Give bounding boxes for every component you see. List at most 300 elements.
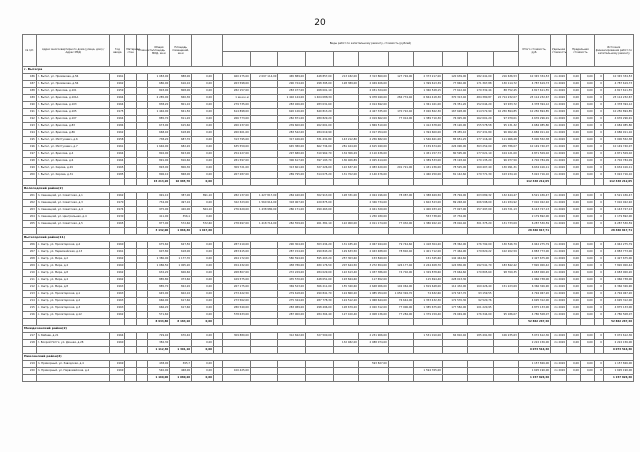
- table-cell: 199: [23, 165, 37, 172]
- table-cell: 1930: [110, 214, 125, 221]
- table-cell: [305, 368, 333, 375]
- table-cell: 96 002,46: [493, 130, 518, 137]
- total-cell: [136, 228, 148, 235]
- table-cell: 888,00: [170, 74, 192, 81]
- table-cell: 617,60: [170, 305, 192, 312]
- table-cell: 840,30: [170, 95, 192, 102]
- table-cell: 4 780 508,07: [603, 312, 633, 319]
- table-cell: 4 871 509,02: [603, 151, 633, 158]
- table-cell: 1964: [110, 151, 125, 158]
- table-cell: 841,50: [170, 109, 192, 116]
- table-cell: по 2020: [551, 221, 567, 228]
- table-cell: 1969: [110, 361, 125, 368]
- table-cell: [213, 95, 222, 102]
- total-cell: 8 944,80: [148, 319, 170, 326]
- total-cell: [333, 179, 358, 186]
- table-cell: 4 683 000,20: [603, 270, 633, 277]
- total-cell: [136, 347, 148, 354]
- table-cell: 666,20: [148, 305, 170, 312]
- total-cell: [551, 179, 567, 186]
- table-cell: по 2020: [551, 242, 567, 249]
- table-cell: 77 906,00: [388, 305, 413, 312]
- total-cell: [36, 228, 110, 235]
- table-cell: 1 418 304,20: [414, 242, 443, 249]
- table-row: [23, 270, 634, 277]
- total-cell: 1 157 826,40: [518, 375, 550, 382]
- table-cell: 1 431 236,00: [414, 165, 443, 172]
- table-cell: 170 332,44: [468, 88, 493, 95]
- table-cell: 1 086,50: [148, 263, 170, 270]
- total-cell: 28 460 817,71: [603, 228, 633, 235]
- table-cell: [213, 158, 222, 165]
- total-cell: [594, 319, 603, 326]
- total-cell: [594, 179, 603, 186]
- total-cell: [125, 347, 137, 354]
- table-cell: 0,00: [192, 361, 214, 368]
- table-cell: 96 077,50: [493, 158, 518, 165]
- table-cell: 78 087,00: [388, 193, 413, 200]
- table-cell: [125, 312, 137, 319]
- table-cell: 1 968 644,00: [358, 298, 388, 305]
- table-cell: 1 560 914,00: [250, 200, 278, 207]
- table-cell: 78 802,40: [388, 249, 413, 256]
- table-cell: 0,00: [567, 207, 581, 214]
- table-cell: 823,00: [170, 151, 192, 158]
- total-cell: [567, 228, 581, 235]
- table-cell: [468, 361, 493, 368]
- table-cell: 1 005,20: [170, 263, 192, 270]
- table-cell: [213, 200, 222, 207]
- table-cell: 0,00: [580, 368, 594, 375]
- table-cell: 287 000,00: [278, 312, 306, 319]
- table-cell: [125, 340, 137, 347]
- table-cell: 1962: [110, 312, 125, 319]
- table-cell: 369 523,00: [278, 284, 306, 291]
- table-cell: 411,00: [148, 214, 170, 221]
- table-cell: 229 875,00: [305, 200, 333, 207]
- total-cell: 0,00: [192, 347, 214, 354]
- table-cell: [250, 312, 278, 319]
- table-cell: по 2020: [551, 130, 567, 137]
- table-cell: [136, 158, 148, 165]
- table-cell: 0,00: [580, 200, 594, 207]
- table-cell: 306 617,00: [278, 158, 306, 165]
- section-total-row: [23, 228, 634, 235]
- table-row: [23, 361, 634, 368]
- table-cell: [493, 368, 518, 375]
- table-cell: 297 680,00: [278, 151, 306, 158]
- total-cell: 3 132,00: [148, 228, 170, 235]
- table-cell: [125, 151, 137, 158]
- table-cell: [388, 207, 413, 214]
- table-cell: 460 275,00: [223, 74, 251, 81]
- table-cell: 282 559,00: [278, 221, 306, 228]
- table-cell: 4 676 296,91: [518, 116, 550, 123]
- total-cell: [493, 319, 518, 326]
- table-cell: [278, 368, 306, 375]
- table-cell: 0,00: [580, 291, 594, 298]
- table-body: [23, 67, 634, 382]
- table-cell: [136, 312, 148, 319]
- table-cell: 1 385 675,00: [414, 305, 443, 312]
- total-cell: [333, 319, 358, 326]
- table-cell: 0: [594, 312, 603, 319]
- table-cell: 0,00: [580, 137, 594, 144]
- table-cell: 1 389 710,30: [414, 116, 443, 123]
- table-cell: [213, 144, 222, 151]
- table-cell: [493, 298, 518, 305]
- table-cell: 0,00: [567, 165, 581, 172]
- table-cell: 279 618,00: [278, 291, 306, 298]
- table-cell: 0,00: [580, 305, 594, 312]
- table-cell: 0,00: [192, 102, 214, 109]
- total-cell: [333, 375, 358, 382]
- total-cell: [250, 375, 278, 382]
- table-cell: 152 044,20: [468, 102, 493, 109]
- table-cell: 540,00: [148, 368, 170, 375]
- table-cell: 0: [594, 158, 603, 165]
- table-cell: 301 375,20: [468, 221, 493, 228]
- table-cell: 0,00: [580, 116, 594, 123]
- table-cell: [250, 270, 278, 277]
- table-cell: 78 455,10: [442, 130, 467, 137]
- table-cell: 4 787 619,73: [603, 81, 633, 88]
- table-cell: [213, 305, 222, 312]
- table-cell: [136, 207, 148, 214]
- table-cell: [388, 102, 413, 109]
- table-cell: 260 237,00: [223, 123, 251, 130]
- table-cell: 155 578,58: [468, 123, 493, 130]
- table-cell: [223, 361, 251, 368]
- table-cell: [136, 88, 148, 95]
- table-row: [23, 74, 634, 81]
- table-cell: 272 229,00: [278, 270, 306, 277]
- table-row: [23, 144, 634, 151]
- table-cell: 0,00: [192, 158, 214, 165]
- table-cell: 76 644,00: [388, 298, 413, 305]
- table-cell: 84 810,40: [442, 333, 467, 340]
- table-cell: г. Вытег, ул. Брюсова, д.4: [36, 151, 110, 158]
- table-cell: 465 889,00: [278, 74, 306, 81]
- table-cell: 617,60: [170, 298, 192, 305]
- table-cell: 0,00: [567, 137, 581, 144]
- table-cell: 1 451 157,73: [414, 151, 443, 158]
- table-cell: [136, 256, 148, 263]
- total-cell: [305, 319, 333, 326]
- table-cell: 2 031 324,00: [358, 88, 388, 95]
- table-cell: 76 351,20: [442, 102, 467, 109]
- table-cell: [388, 277, 413, 284]
- total-cell: [388, 347, 413, 354]
- table-cell: [125, 249, 137, 256]
- total-cell: [414, 179, 443, 186]
- subheader-cell: [305, 52, 333, 67]
- table-cell: [213, 109, 222, 116]
- table-cell: 192: [23, 116, 37, 123]
- table-cell: по 2020: [551, 312, 567, 319]
- table-cell: [388, 130, 413, 137]
- table-cell: [125, 123, 137, 130]
- total-cell: [358, 375, 388, 382]
- table-cell: [125, 144, 137, 151]
- total-cell: 0,00: [192, 375, 214, 382]
- section-title: Вологодский район(2): [23, 186, 634, 193]
- table-cell: 1984: [110, 123, 125, 130]
- table-cell: 0: [594, 270, 603, 277]
- table-cell: 0,00: [580, 81, 594, 88]
- table-cell: 312 842,00: [278, 333, 306, 340]
- table-cell: 283 031,60: [305, 102, 333, 109]
- table-cell: 0,00: [192, 172, 214, 179]
- table-cell: [136, 249, 148, 256]
- table-cell: 169 426,40: [468, 284, 493, 291]
- table-cell: 4 676 296,91: [603, 116, 633, 123]
- table-cell: 1964: [110, 95, 125, 102]
- table-cell: 1 399 613,39: [414, 81, 443, 88]
- table-cell: 77 840,00: [442, 81, 467, 88]
- table-row: [23, 305, 634, 312]
- total-cell: [594, 347, 603, 354]
- table-cell: [125, 368, 137, 375]
- table-cell: г. Вытег, ул. Кирова, д.31: [36, 172, 110, 179]
- table-cell: 1 083,00: [148, 74, 170, 81]
- table-cell: 0,00: [580, 214, 594, 221]
- table-cell: 0,00: [580, 207, 594, 214]
- table-cell: 0,00: [192, 200, 214, 207]
- table-cell: 448 857,00: [305, 74, 333, 81]
- table-cell: 1963: [110, 298, 125, 305]
- table-cell: 309 721,00: [223, 165, 251, 172]
- table-cell: 130 091,31: [493, 165, 518, 172]
- total-cell: 1 157 826,40: [603, 375, 633, 382]
- table-cell: 618,00: [170, 249, 192, 256]
- table-cell: 0: [594, 137, 603, 144]
- total-cell: [23, 375, 37, 382]
- table-cell: 213 182,00: [333, 74, 358, 81]
- total-cell: [468, 319, 493, 326]
- table-cell: 197: [23, 151, 37, 158]
- table-cell: 218: [23, 340, 37, 347]
- table-cell: 1 937 386,00: [358, 270, 388, 277]
- table-cell: 201 721,00: [388, 165, 413, 172]
- table-cell: [125, 221, 137, 228]
- table-cell: 0: [594, 249, 603, 256]
- table-cell: 0: [594, 102, 603, 109]
- table-cell: 78 193,40: [442, 158, 467, 165]
- header-floors: Этажность: [136, 35, 148, 67]
- table-row: [23, 102, 634, 109]
- table-cell: 0: [594, 263, 603, 270]
- table-cell: 193: [23, 123, 37, 130]
- table-cell: 363 252,00: [468, 144, 493, 151]
- table-cell: 9 978 040,00: [358, 95, 388, 102]
- table-cell: 2 019 662,00: [358, 116, 388, 123]
- table-cell: [136, 333, 148, 340]
- table-cell: 738,20: [148, 137, 170, 144]
- table-cell: 112 432,00: [442, 284, 467, 291]
- table-cell: [136, 270, 148, 277]
- table-cell: 4 695 312,00: [518, 298, 550, 305]
- table-cell: [250, 284, 278, 291]
- table-cell: [125, 74, 137, 81]
- table-cell: по 2020: [551, 214, 567, 221]
- table-cell: 263 598,00: [223, 81, 251, 88]
- table-cell: [388, 256, 413, 263]
- table-cell: [442, 361, 467, 368]
- table-row: [23, 130, 634, 137]
- table-cell: [136, 200, 148, 207]
- table-cell: 213: [23, 291, 37, 298]
- table-cell: 803,00: [148, 88, 170, 95]
- total-cell: [136, 179, 148, 186]
- table-cell: 284 774,40: [388, 95, 413, 102]
- table-cell: 0,00: [192, 95, 214, 102]
- table-cell: [468, 368, 493, 375]
- table-cell: [125, 172, 137, 179]
- table-cell: [493, 256, 518, 263]
- table-cell: [388, 361, 413, 368]
- table-cell: 73 664,60: [442, 270, 467, 277]
- table-cell: [250, 144, 278, 151]
- table-row: [23, 312, 634, 319]
- table-cell: 595 403,20: [305, 256, 333, 263]
- table-row: [23, 214, 634, 221]
- table-cell: 635 559,00: [223, 144, 251, 151]
- table-cell: 620 126,00: [278, 109, 306, 116]
- table-cell: 602,10: [170, 291, 192, 298]
- table-cell: 670,40: [170, 333, 192, 340]
- total-cell: [110, 179, 125, 186]
- table-cell: по 2020: [551, 116, 567, 123]
- table-cell: 1959: [110, 88, 125, 95]
- total-cell: [250, 319, 278, 326]
- table-cell: [250, 102, 278, 109]
- table-cell: 6 143 727,13: [603, 207, 633, 214]
- table-cell: 192 541,70: [468, 263, 493, 270]
- table-cell: [213, 88, 222, 95]
- table-cell: 0,00: [192, 263, 214, 270]
- table-cell: [250, 263, 278, 270]
- table-cell: [388, 88, 413, 95]
- table-cell: [250, 298, 278, 305]
- total-cell: [358, 179, 388, 186]
- table-cell: 1975: [110, 109, 125, 116]
- total-cell: 9 073 516,36: [518, 347, 550, 354]
- total-cell: 28 460 817,71: [518, 228, 550, 235]
- table-cell: 1 379 159,40: [414, 312, 443, 319]
- table-cell: по 2020: [551, 88, 567, 95]
- table-cell: 0,00: [580, 242, 594, 249]
- total-cell: 0,00: [192, 319, 214, 326]
- total-cell: [223, 179, 251, 186]
- table-cell: 0: [594, 368, 603, 375]
- table-cell: 0: [594, 109, 603, 116]
- table-cell: 1964: [110, 158, 125, 165]
- table-cell: 208: [23, 256, 37, 263]
- table-cell: [213, 242, 222, 249]
- table-cell: 195: [23, 137, 37, 144]
- table-cell: 0,00: [567, 277, 581, 284]
- total-cell: [414, 319, 443, 326]
- table-cell: 132 444,47: [493, 193, 518, 200]
- table-cell: [250, 249, 278, 256]
- table-cell: 366 211,00: [305, 284, 333, 291]
- total-cell: [36, 347, 110, 354]
- table-cell: 141 934,92: [493, 200, 518, 207]
- total-cell: [223, 228, 251, 235]
- table-cell: г. Вытег, ул. Брюсова, д.101: [36, 88, 110, 95]
- table-cell: 0: [594, 305, 603, 312]
- table-cell: [125, 298, 137, 305]
- table-cell: 220: [23, 368, 37, 375]
- header-funding: Источник финансирования работ по капитальному ремонту: [594, 35, 633, 67]
- table-row: [23, 158, 634, 165]
- table-cell: 193 844,60: [333, 277, 358, 284]
- table-cell: 2 083 420,00: [358, 165, 388, 172]
- table-cell: 0: [594, 123, 603, 130]
- table-row: [23, 256, 634, 263]
- table-cell: 177 116,40: [468, 137, 493, 144]
- table-cell: с. Оштр, ул. Мира, д.8: [36, 284, 110, 291]
- table-cell: 120 639,00: [442, 74, 467, 81]
- table-row: [23, 81, 634, 88]
- header-unit-cost: Удельная стоимость: [551, 35, 567, 67]
- subheader-cell: [414, 52, 443, 67]
- table-cell: 1 388 469,50: [414, 193, 443, 200]
- table-cell: [493, 305, 518, 312]
- total-cell: [493, 228, 518, 235]
- total-cell: [414, 347, 443, 354]
- table-cell: 210: [23, 270, 37, 277]
- table-cell: 806,10: [148, 172, 170, 179]
- table-cell: 2 179 892,00: [603, 214, 633, 221]
- table-cell: 264 172,00: [223, 256, 251, 263]
- table-cell: 0: [594, 74, 603, 81]
- table-cell: 0,00: [580, 102, 594, 109]
- table-cell: [250, 151, 278, 158]
- table-cell: по 2020: [551, 298, 567, 305]
- table-cell: 1 531 010,00: [414, 333, 443, 340]
- table-cell: 2 222 156,00: [518, 340, 550, 347]
- table-row: [23, 277, 634, 284]
- table-cell: 0,00: [192, 305, 214, 312]
- table-cell: [136, 123, 148, 130]
- table-cell: [125, 263, 137, 270]
- total-cell: 1 080,20: [170, 375, 192, 382]
- table-cell: 102 064,00: [388, 284, 413, 291]
- total-cell: [442, 179, 467, 186]
- table-cell: 177 582,00: [442, 305, 467, 312]
- table-cell: 497,10: [170, 200, 192, 207]
- table-cell: 0,00: [580, 312, 594, 319]
- table-cell: 179 820,22: [468, 249, 493, 256]
- table-cell: 0: [594, 81, 603, 88]
- table-cell: 203 089,32: [468, 193, 493, 200]
- table-cell: 1969: [110, 368, 125, 375]
- table-cell: [136, 221, 148, 228]
- table-cell: 0,00: [567, 312, 581, 319]
- table-cell: 106 235,63: [493, 333, 518, 340]
- total-cell: [580, 228, 594, 235]
- table-cell: [223, 214, 251, 221]
- table-cell: 1 404 088,30: [305, 95, 333, 102]
- table-cell: 640 813,20: [305, 109, 333, 116]
- total-cell: [442, 375, 467, 382]
- table-cell: 0: [594, 298, 603, 305]
- total-cell: [567, 179, 581, 186]
- table-cell: 186: [23, 74, 37, 81]
- table-cell: 176 792,00: [468, 242, 493, 249]
